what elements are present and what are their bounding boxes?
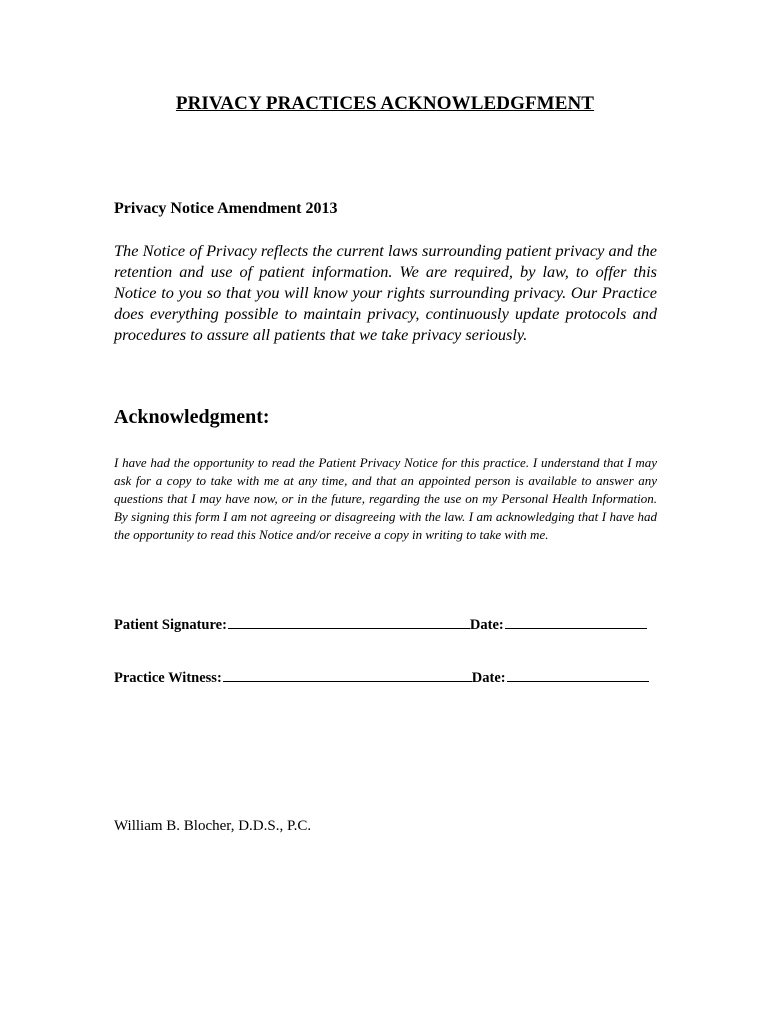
patient-signature-field[interactable] <box>228 615 470 629</box>
practice-witness-row <box>114 668 649 687</box>
acknowledgment-heading: Acknowledgment: <box>114 406 270 428</box>
privacy-notice-paragraph: The Notice of Privacy reflects the current laws surrounding patient privacy and the retention and use of patient information. We are required, by law, to offer this Notice to you so that you will know your rights surrounding privacy. Our Practice does everything possible to maintain privacy, continuously update protocols and procedures to assure all patients that we take privacy seriously. <box>114 241 657 344</box>
practice-witness-label: Practice Witness: <box>114 670 222 686</box>
patient-signature-row <box>114 615 647 634</box>
witness-date-label: Date: <box>471 670 506 686</box>
patient-signature-label: Patient Signature: <box>114 617 227 633</box>
patient-date-field[interactable] <box>505 615 647 629</box>
document-title: PRIVACY PRACTICES ACKNOWLEDGFMENT <box>175 93 595 114</box>
practice-witness-signature-field[interactable] <box>223 668 472 682</box>
practice-name: William B. Blocher, D.D.S., P.C. <box>114 818 312 834</box>
witness-date-field[interactable] <box>507 668 649 682</box>
amendment-heading: Privacy Notice Amendment 2013 <box>114 200 338 217</box>
patient-date-label: Date: <box>469 617 504 633</box>
acknowledgment-paragraph: I have had the opportunity to read the Patient Privacy Notice for this practice. I understand that I may ask for a copy to take with me at any time, and that an appointed person is available to answer any questions that I may have now, or in the future, regarding the use on my Personal Health Information. By signing this form I am not agreeing or disagreeing with the law. I am acknowledging that I have had the opportunity to read this Notice and/or receive a copy in writing to take with me. <box>114 455 657 542</box>
